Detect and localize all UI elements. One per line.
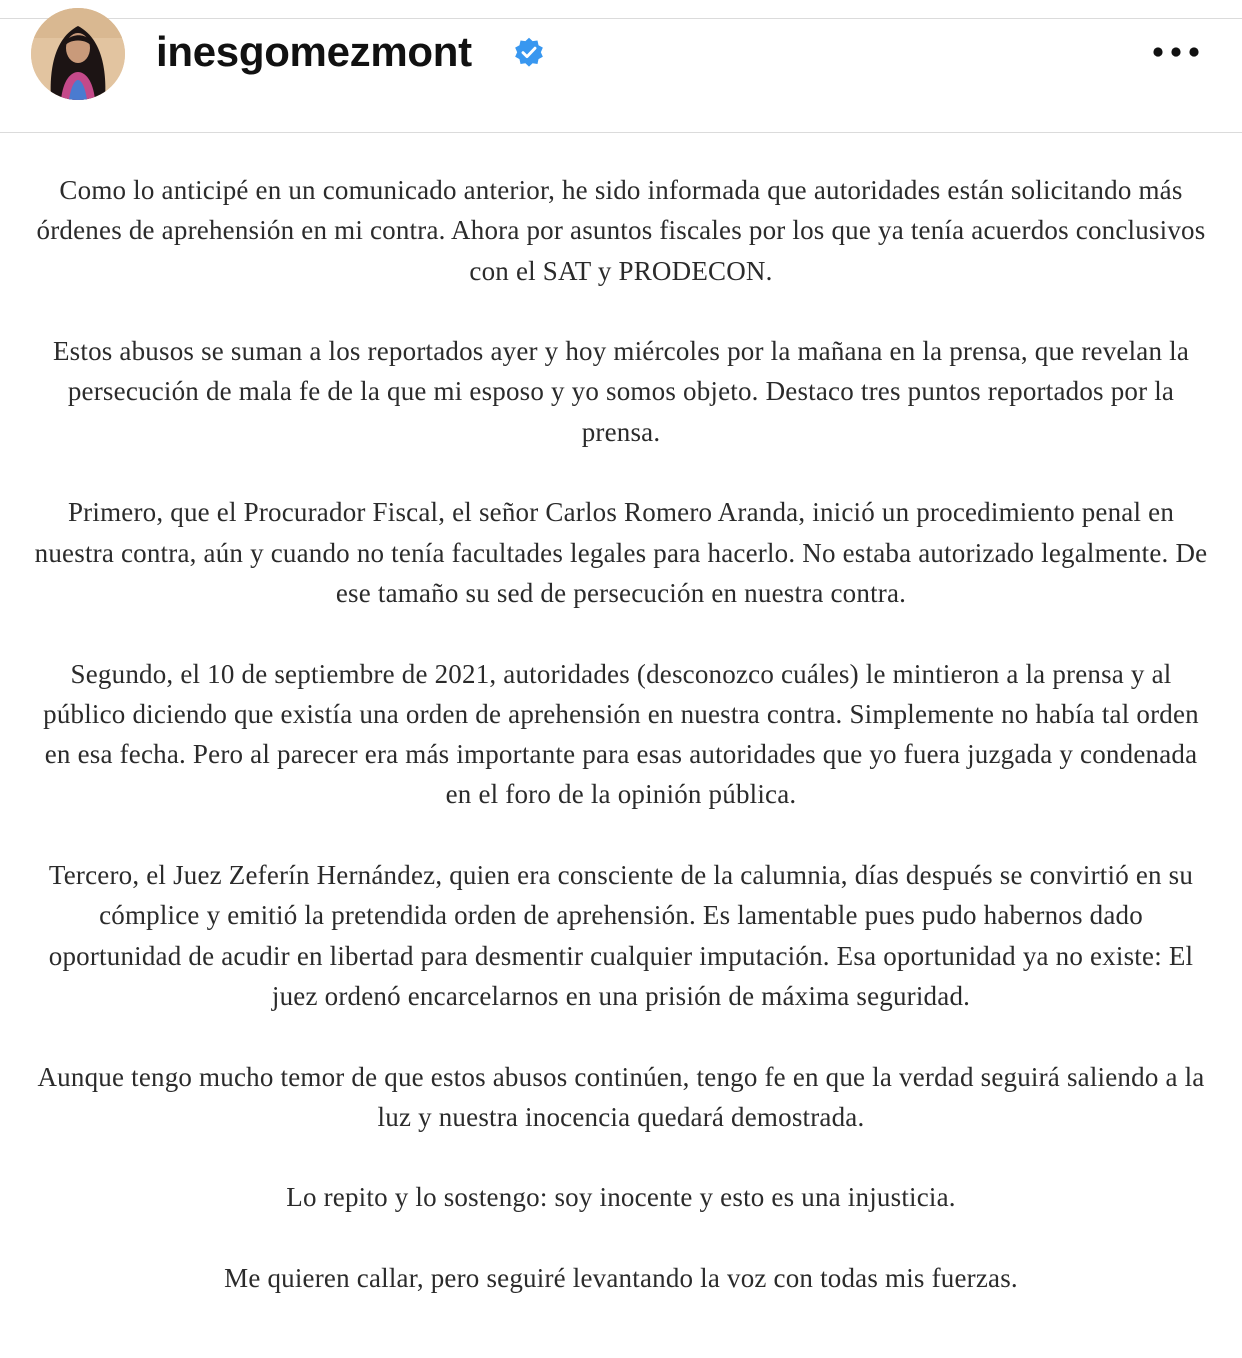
caption-paragraph: Como lo anticipé en un comunicado anterior, he sido informada que autoridades están solicitando más órdenes de aprehensión en mi contra. Ahora por asuntos fiscales por los que ya tenía acuerdos conclusivos con el SAT y PRODECON.: [36, 175, 1206, 286]
more-options-icon[interactable]: [1150, 36, 1202, 68]
avatar[interactable]: [31, 8, 125, 100]
caption-paragraph: Segundo, el 10 de septiembre de 2021, autoridades (desconozco cuáles) le mintieron a la prensa y al público diciendo que existía una orden de aprehensión en nuestra contra. Simplemente no había tal orden en esa fecha. Pero al parecer era más importante para esas autoridades que yo fuera juzgada y condenada en el foro de la opinión pública.: [43, 658, 1199, 810]
caption-paragraph: Primero, que el Procurador Fiscal, el señor Carlos Romero Aranda, inició un procedimiento penal en nuestra contra, aún y cuando no tenía facultades legales para hacerlo. No estaba autorizado legalmente. De ese tamaño su sed de persecución en nuestra contra.: [34, 497, 1208, 608]
post-header: [0, 0, 1242, 133]
username[interactable]: inesgomezmont: [156, 28, 472, 75]
caption-paragraph: Aunque tengo mucho temor de que estos abusos continúen, tengo fe en que la verdad seguirá saliendo a la luz y nuestra inocencia quedará demostrada.: [37, 1061, 1205, 1132]
caption-paragraph: Lo repito y lo sostengo: soy inocente y esto es una injusticia.: [286, 1182, 956, 1213]
profile-photo: [31, 8, 125, 100]
caption-paragraph: Me quieren callar, pero seguiré levantando la voz con todas mis fuerzas.: [224, 1263, 1018, 1294]
caption-paragraph: Tercero, el Juez Zeferín Hernández, quien era consciente de la calumnia, días después se convirtió en su cómplice y emitió la pretendida orden de aprehensión. Es lamentable pues pudo habernos dado oportunidad de acudir en libertad para desmentir cualquier imputación. Esa oportunidad ya no existe: El juez ordenó encarcelarnos en una prisión de máxima seguridad.: [48, 860, 1194, 1011]
verified-badge-icon: [513, 37, 545, 69]
post-caption: [0, 170, 1242, 1339]
caption-paragraph: Estos abusos se suman a los reportados ayer y hoy miércoles por la mañana en la prensa, que revelan la persecución de mala fe de la que mi esposo y yo somos objeto. Destaco tres puntos reportados por la prensa.: [52, 336, 1190, 447]
